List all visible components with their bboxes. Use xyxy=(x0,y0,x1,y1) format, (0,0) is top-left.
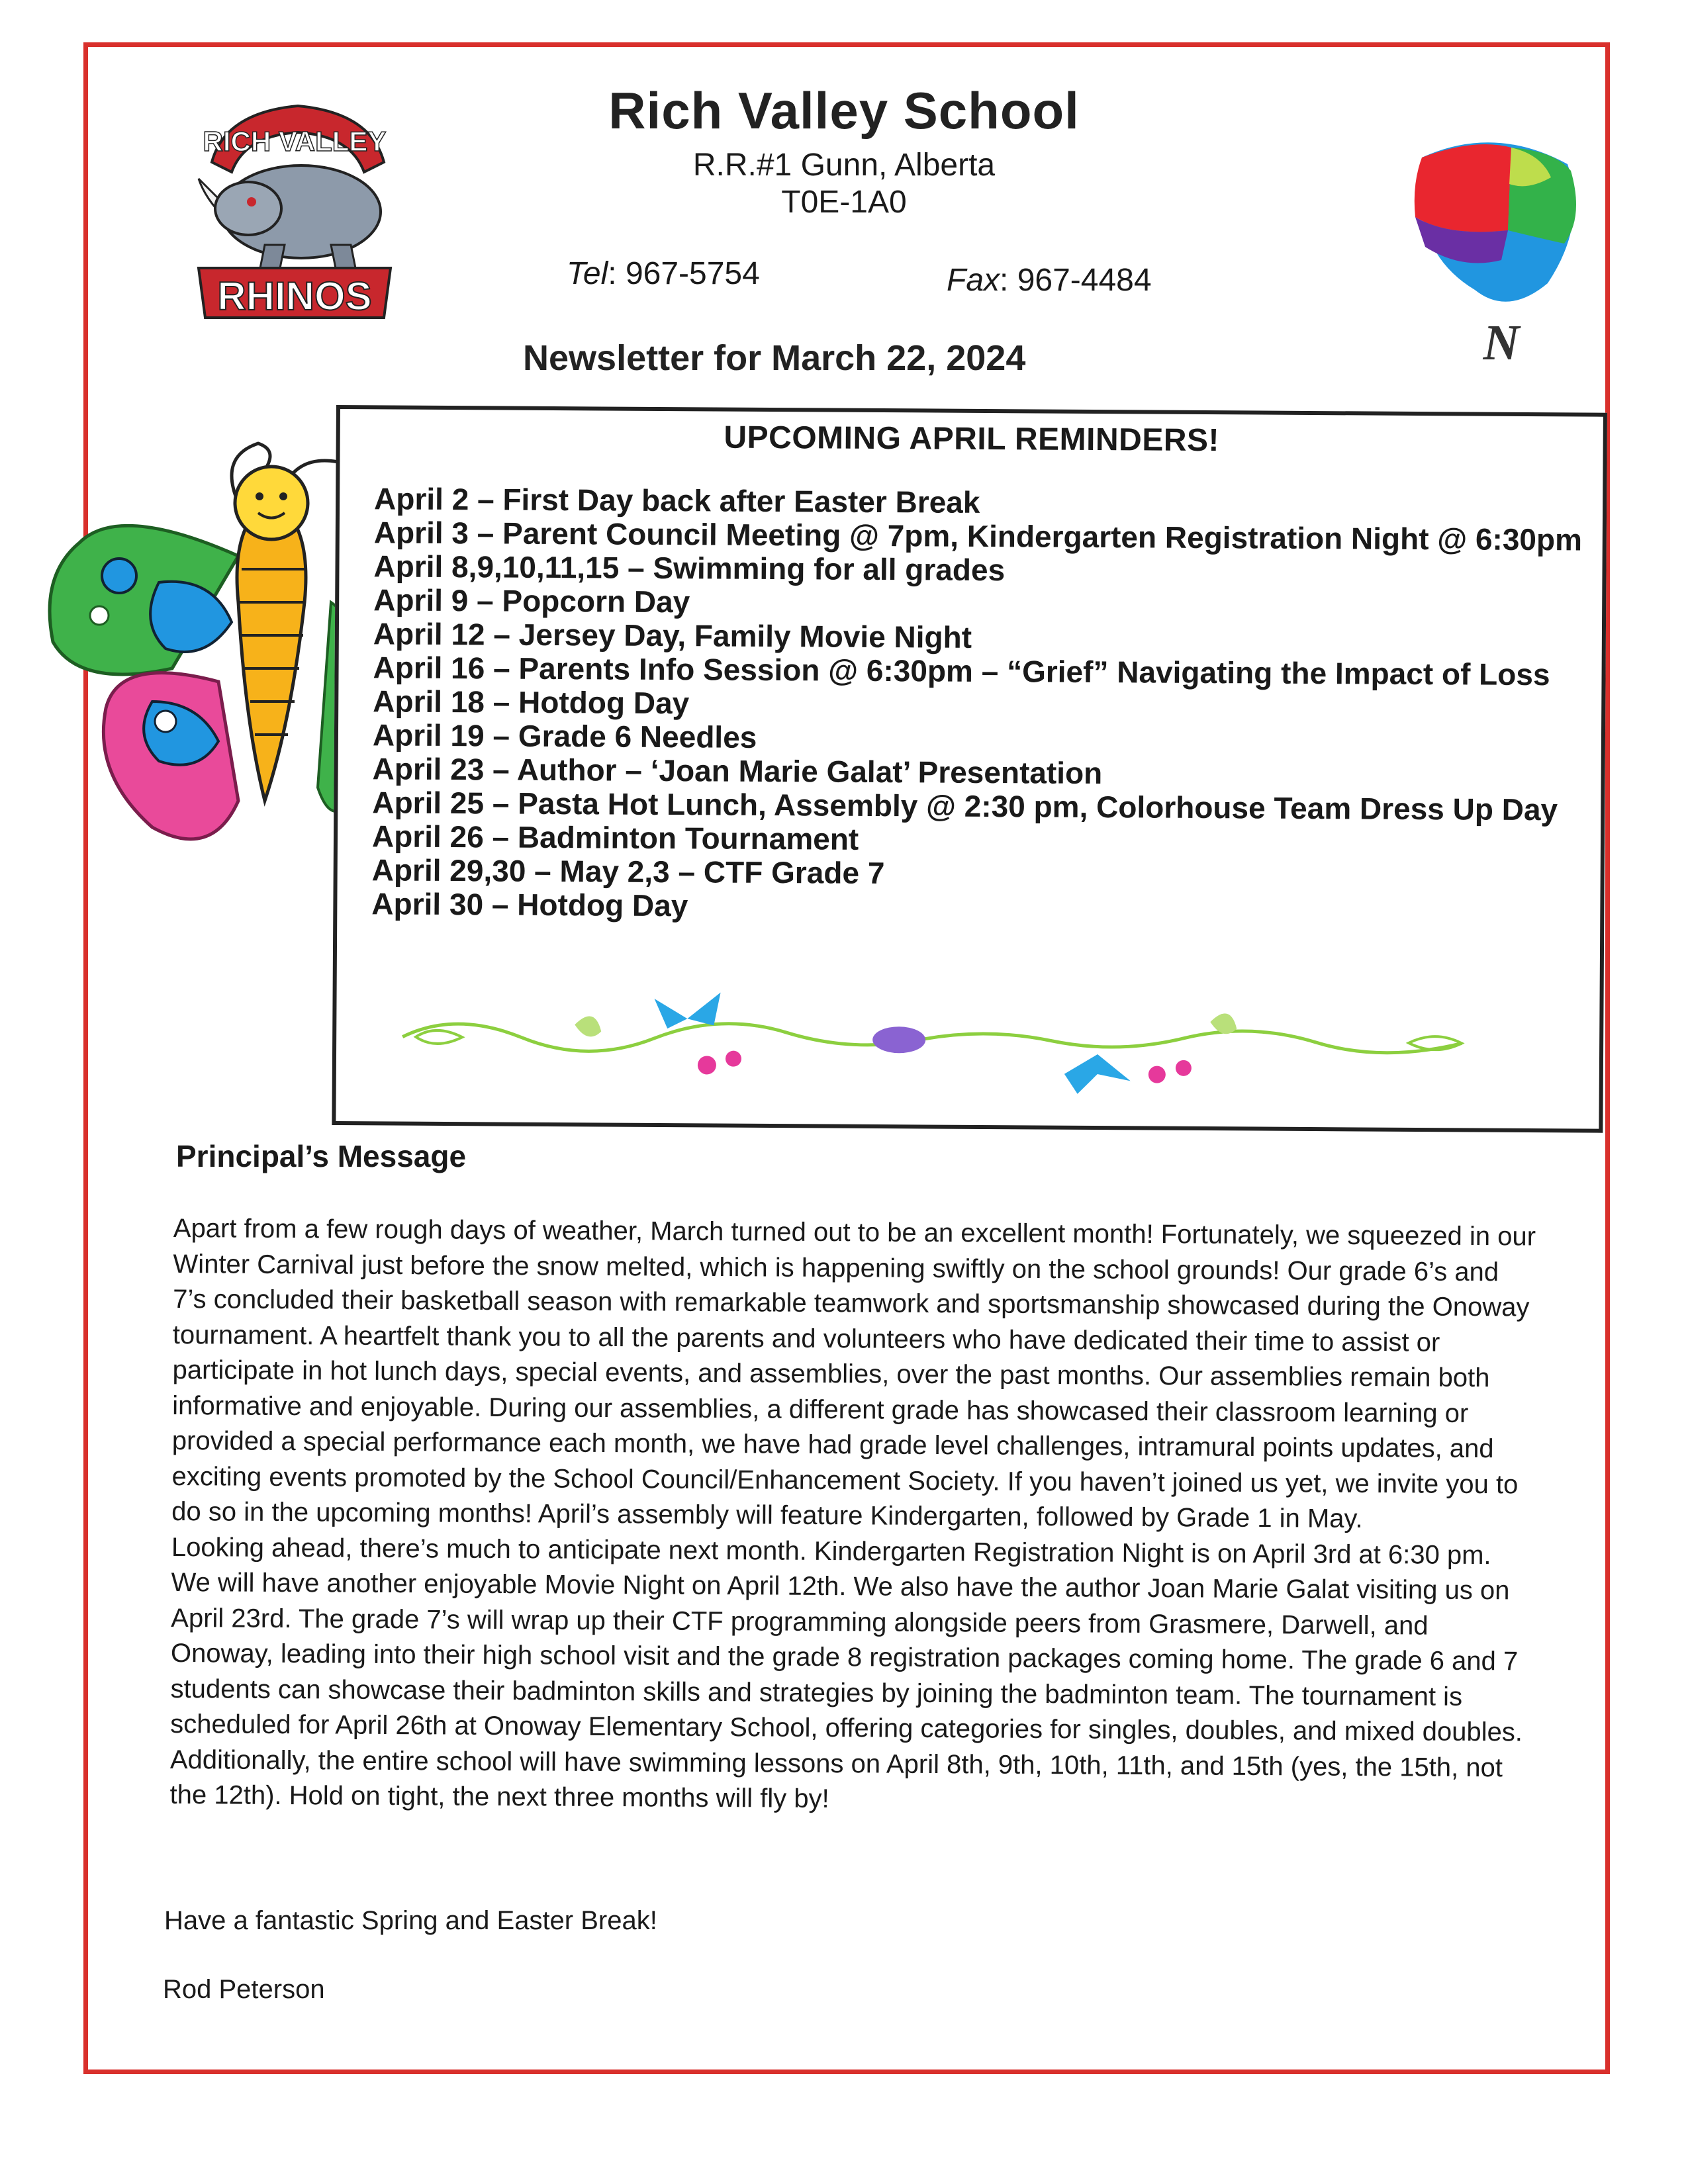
reminder-item: April 26 – Badminton Tournament xyxy=(371,819,859,856)
reminder-item: April 16 – Parents Info Session @ 6:30pm – “Grief” Navigating the Impact of Loss xyxy=(373,650,1550,692)
address-line-1: R.R.#1 Gunn, Alberta xyxy=(692,148,996,183)
reminder-item: April 18 – Hotdog Day xyxy=(373,684,690,721)
fax-number: : 967-4484 xyxy=(1000,263,1152,298)
logo-n-letter: N xyxy=(1483,315,1520,371)
fax xyxy=(947,262,1152,298)
tel-number: : 967-5754 xyxy=(608,256,760,291)
reminder-item: April 8,9,10,11,15 – Swimming for all grades xyxy=(373,549,1006,588)
newsletter-title: Newsletter for March 22, 2024 xyxy=(523,338,1026,378)
signature-name: Rod Peterson xyxy=(163,1975,325,2004)
reminders-title: UPCOMING APRIL REMINDERS! xyxy=(724,420,1220,459)
tel-label: Tel xyxy=(567,256,608,291)
reminder-item: April 25 – Pasta Hot Lunch, Assembly @ 2:30 pm, Colorhouse Team Dress Up Day xyxy=(372,785,1558,827)
floral-vine-divider xyxy=(376,970,1502,1109)
reminder-item: April 12 – Jersey Day, Family Movie Night xyxy=(373,616,972,655)
reminder-item: April 23 – Author – ‘Joan Marie Galat’ Presentation xyxy=(372,751,1103,791)
reminder-item: April 29,30 – May 2,3 – CTF Grade 7 xyxy=(371,852,885,891)
logo-text-bottom: RHINOS xyxy=(217,274,372,318)
butterfly-illustration xyxy=(40,404,351,893)
reminder-item: April 30 – Hotdog Day xyxy=(371,886,688,923)
paragraph: Apart from a few rough days of weather, March turned out to be an excellent month! Fortunately, we squeezed in our Winter Carnival just before the snow melted, which is happening swiftly on the school grounds! Our grade 6’s and 7’s concluded their basketball season with remarkable teamwork and sportsmanship showcased during the Onoway tournament. A heartfelt thank you to all the parents and volunteers who have dedicated their time to assist or participate in hot lunch days, special events, and assemblies, over the past months. Our assemblies remain both informative and enjoyable. During our assemblies, a different grade has showcased their classroom learning or provided a special performance each month, we have had grade level challenges, intramural points updates, and exciting events promoted by the School Council/Enhancement Society. If you haven’t joined us yet, we invite you to do so in the upcoming months! April’s assembly will feature Kindergarten, followed by Grade 1 in May. xyxy=(171,1213,1536,1533)
reminders-list xyxy=(371,482,1582,928)
reminders-box xyxy=(332,405,1607,1133)
paragraph: Looking ahead, there’s much to anticipate next month. Kindergarten Registration Night is on April 3rd at 6:30 pm. We will have another enjoyable Movie Night on April 12th. We also have the author Joan Marie Galat visiting us on April 23rd. The grade 7’s will wrap up their CTF programming alongside peers from Grasmere, Darwell, and Onoway, leading into their high school visit and the grade 8 registration packages coming home. The grade 6 and 7 students can showcase their badminton skills and strategies by joining the badminton team. The tournament is scheduled for April 26th at Onoway Elementary School, offering categories for singles, doubles, and mixed doubles. Additionally, the entire school will have swimming lessons on April 8th, 9th, 10th, 11th, and 15th (yes, the 15th, not the 12th). Hold on tight, the next three months will fly by! xyxy=(169,1532,1523,1814)
fax-label: Fax xyxy=(947,263,1000,298)
reminder-item: April 9 – Popcorn Day xyxy=(373,582,690,619)
address-line-2: T0E-1A0 xyxy=(781,185,907,220)
reminder-item: April 2 – First Day back after Easter Break xyxy=(373,481,980,520)
logo-text-top: RICH VALLEY xyxy=(203,126,387,157)
school-name: Rich Valley School xyxy=(608,81,1080,140)
principal-message-title: Principal’s Message xyxy=(176,1139,467,1173)
reminder-item: April 19 – Grade 6 Needles xyxy=(372,717,757,754)
telephone xyxy=(567,255,760,292)
principal-message-body xyxy=(169,1211,1537,1821)
reminder-item: April 3 – Parent Council Meeting @ 7pm, Kindergarten Registration Night @ 6:30pm xyxy=(373,515,1583,557)
closing-line: Have a fantastic Spring and Easter Break! xyxy=(164,1906,657,1935)
